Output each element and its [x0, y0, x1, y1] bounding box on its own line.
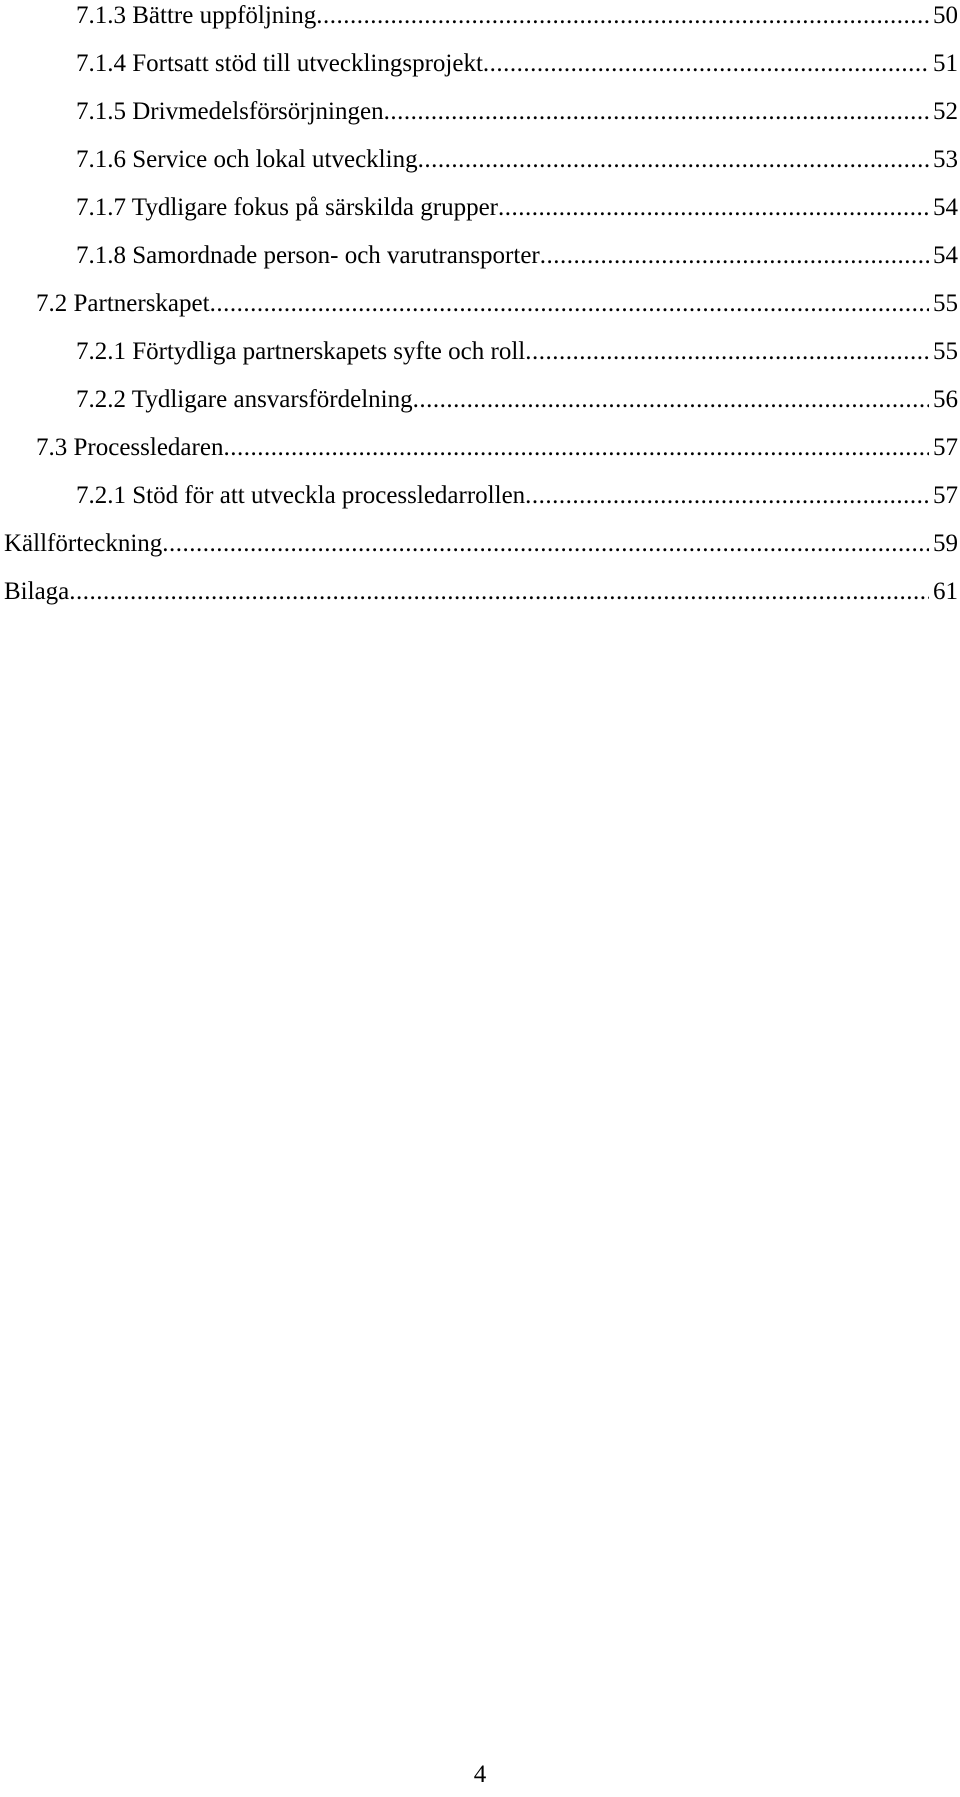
- toc-entry[interactable]: [76, 42, 958, 86]
- toc-entry-page: 55: [933, 290, 958, 317]
- toc-entry-page: 54: [933, 242, 958, 269]
- toc-entry-title: Källförteckning: [4, 530, 163, 557]
- toc-entry[interactable]: [76, 0, 958, 38]
- toc-entry-title: 7.2.1 Stöd för att utveckla processledarrollen: [76, 482, 526, 509]
- toc-entry-page: 57: [933, 482, 958, 509]
- toc-entry-page: 53: [933, 146, 958, 173]
- toc-entry-title: 7.3 Processledaren: [36, 434, 224, 461]
- toc-entry[interactable]: [76, 138, 958, 182]
- toc-entry-page: 61: [933, 578, 958, 605]
- toc-entry[interactable]: [76, 234, 958, 278]
- toc-entry-page: 55: [933, 338, 958, 365]
- toc-entry[interactable]: [4, 570, 958, 614]
- toc-dot-leader: [69, 570, 929, 614]
- page-number: 4: [473, 1761, 487, 1788]
- toc-dot-leader: [413, 378, 929, 422]
- toc-entry-page: 50: [933, 2, 958, 29]
- toc-entry-title: Bilaga: [4, 578, 70, 605]
- toc-dot-leader: [540, 234, 929, 278]
- toc-entry[interactable]: [76, 378, 958, 422]
- toc-dot-leader: [483, 42, 929, 86]
- toc-dot-leader: [418, 138, 929, 182]
- toc-entry[interactable]: [36, 282, 958, 326]
- toc-entry-title: 7.1.4 Fortsatt stöd till utvecklingsprojekt: [76, 50, 483, 77]
- toc-entry-page: 51: [933, 50, 958, 77]
- toc-dot-leader: [223, 426, 929, 470]
- toc-entry-page: 54: [933, 194, 958, 221]
- toc-entry-title: 7.1.7 Tydligare fokus på särskilda grupper: [76, 194, 498, 221]
- toc-entry[interactable]: [4, 522, 958, 566]
- toc-entry-title: 7.1.8 Samordnade person- och varutransporter: [76, 242, 540, 269]
- toc-entry[interactable]: [36, 426, 958, 470]
- toc-entry-page: 52: [933, 98, 958, 125]
- toc-dot-leader: [525, 330, 929, 374]
- toc-dot-leader: [162, 522, 929, 566]
- toc-entry-page: 57: [933, 434, 958, 461]
- toc-entry-title: 7.1.3 Bättre uppföljning: [76, 2, 317, 29]
- toc-entry[interactable]: [76, 90, 958, 134]
- toc-entry-title: 7.2.1 Förtydliga partnerskapets syfte och roll: [76, 338, 526, 365]
- toc-dot-leader: [525, 474, 929, 518]
- toc-entry[interactable]: [76, 186, 958, 230]
- toc-entry-title: 7.1.5 Drivmedelsförsörjningen: [76, 98, 384, 125]
- toc-dot-leader: [316, 0, 929, 38]
- toc-entry-title: 7.1.6 Service och lokal utveckling: [76, 146, 418, 173]
- toc-entry-page: 56: [933, 386, 958, 413]
- toc-dot-leader: [384, 90, 929, 134]
- toc-entry[interactable]: [76, 474, 958, 518]
- toc-entry-page: 59: [933, 530, 958, 557]
- toc-entry-title: 7.2 Partnerskapet: [36, 290, 210, 317]
- toc-entry[interactable]: [76, 330, 958, 374]
- toc-dot-leader: [210, 282, 929, 326]
- toc-dot-leader: [498, 186, 929, 230]
- toc-entry-title: 7.2.2 Tydligare ansvarsfördelning: [76, 386, 413, 413]
